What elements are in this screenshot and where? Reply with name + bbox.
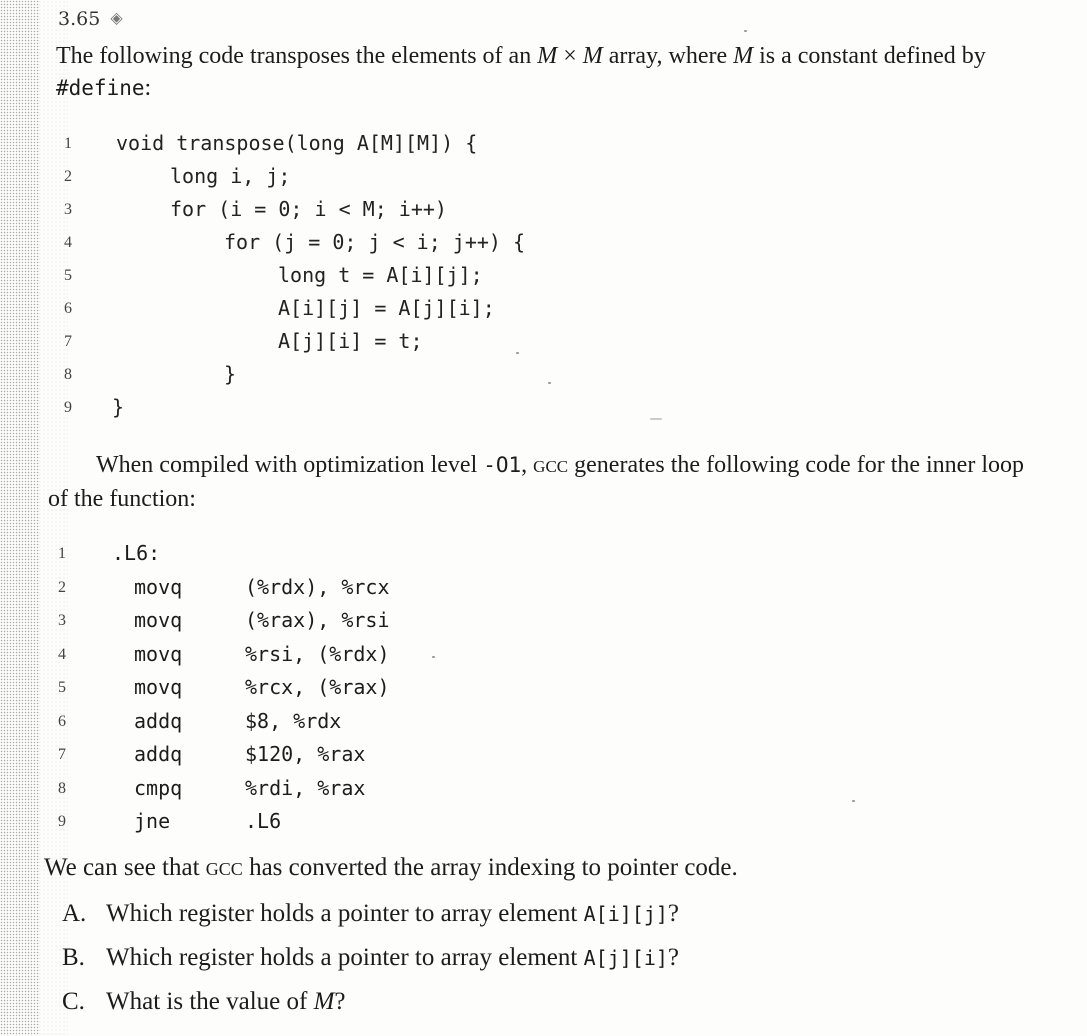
scan-speck	[744, 30, 747, 32]
line-number: 1	[64, 135, 72, 152]
code-text: }	[224, 362, 237, 386]
line-number: 3	[64, 201, 72, 218]
code-line	[0, 258, 1087, 291]
code-line	[0, 390, 1087, 423]
asm-opcode: addq	[134, 708, 183, 733]
code-text: void transpose(long A[M][M]) {	[116, 131, 478, 155]
asm-operands: %rdi, %rax	[245, 775, 366, 800]
asm-line	[0, 570, 1087, 604]
question-c	[62, 988, 1042, 1032]
asm-line	[0, 771, 1087, 805]
line-number: 5	[64, 267, 72, 284]
asm-opcode: addq	[134, 742, 183, 766]
problem-number	[58, 8, 123, 30]
asm-opcode: movq	[134, 574, 183, 599]
code-text: A[j][i] = t;	[278, 329, 423, 353]
code-line	[0, 159, 1087, 192]
code-line	[0, 357, 1087, 390]
asm-operands: (%rdx), %rcx	[245, 574, 390, 599]
line-number: 6	[64, 300, 72, 317]
asm-operands: (%rax), %rsi	[245, 608, 390, 632]
question-letter: C.	[62, 988, 85, 1015]
question-text: Which register holds a pointer to array element A[j][i]?	[106, 944, 680, 971]
asm-line	[0, 804, 1087, 838]
scan-speck	[650, 418, 662, 420]
line-number: 9	[58, 813, 66, 830]
line-number: 9	[64, 399, 72, 416]
asm-opcode: jne	[134, 809, 171, 833]
scan-speck	[548, 382, 551, 384]
asm-operands: $8, %rdx	[245, 708, 342, 733]
scan-speck	[852, 800, 855, 802]
code-line	[0, 324, 1087, 357]
asm-operands: .L6	[245, 809, 282, 833]
question-letter: B.	[62, 944, 85, 971]
line-number: 2	[58, 578, 66, 596]
asm-opcode: movq	[134, 641, 183, 666]
code-line	[0, 291, 1087, 324]
asm-opcode: cmpq	[134, 775, 183, 800]
asm-line	[0, 536, 1087, 570]
asm-operands: $120, %rax	[245, 742, 366, 766]
code-text: for (j = 0; j < i; j++) {	[224, 230, 526, 254]
scan-speck	[432, 656, 435, 658]
question-text: Which register holds a pointer to array element A[i][j]?	[106, 900, 680, 927]
asm-line	[0, 603, 1087, 637]
asm-label: .L6:	[112, 541, 161, 565]
question-letter: A.	[62, 900, 87, 927]
scan-speck	[516, 352, 519, 354]
line-number: 5	[58, 679, 66, 696]
line-number: 3	[58, 612, 66, 629]
asm-operands: %rsi, (%rdx)	[245, 641, 390, 666]
line-number: 7	[64, 333, 72, 350]
code-text: }	[112, 395, 125, 419]
code-text: for (i = 0; i < M; i++)	[170, 197, 447, 221]
code-line	[0, 192, 1087, 225]
conclusion-paragraph: We can see that gcc has converted the array indexing to pointer code.	[44, 854, 738, 881]
asm-line	[0, 704, 1087, 738]
line-number: 1	[58, 545, 66, 562]
line-number: 4	[58, 645, 66, 663]
asm-line	[0, 637, 1087, 671]
diamond-icon: ◈	[110, 8, 123, 27]
code-text: A[i][j] = A[j][i];	[278, 296, 495, 320]
line-number: 8	[64, 366, 72, 383]
c-code-listing	[0, 126, 1087, 423]
question-b	[62, 944, 1042, 988]
problem-number-text: 3.65	[58, 8, 101, 30]
asm-opcode: movq	[134, 675, 183, 699]
line-number: 7	[58, 746, 66, 763]
code-text: long i, j;	[170, 164, 291, 188]
assembly-listing	[0, 536, 1087, 838]
code-line	[0, 126, 1087, 159]
asm-line	[0, 737, 1087, 771]
code-text: long t = A[i][j];	[278, 263, 483, 287]
asm-line	[0, 670, 1087, 704]
question-a	[62, 900, 1042, 944]
question-text: What is the value of M?	[106, 988, 346, 1015]
line-number: 2	[64, 168, 72, 185]
code-line	[0, 225, 1087, 258]
intro-paragraph: The following code transposes the elements of an M × M array, where M is a constant defined by #define:	[56, 43, 986, 101]
asm-opcode: movq	[134, 608, 183, 632]
line-number: 8	[58, 779, 66, 797]
asm-operands: %rcx, (%rax)	[245, 675, 390, 699]
question-list	[62, 900, 1042, 1032]
line-number: 6	[58, 712, 66, 730]
compiled-paragraph: When compiled with optimization level -O1, gcc generates the following code for the inner loop of the function:	[48, 452, 1024, 512]
line-number: 4	[64, 234, 72, 251]
